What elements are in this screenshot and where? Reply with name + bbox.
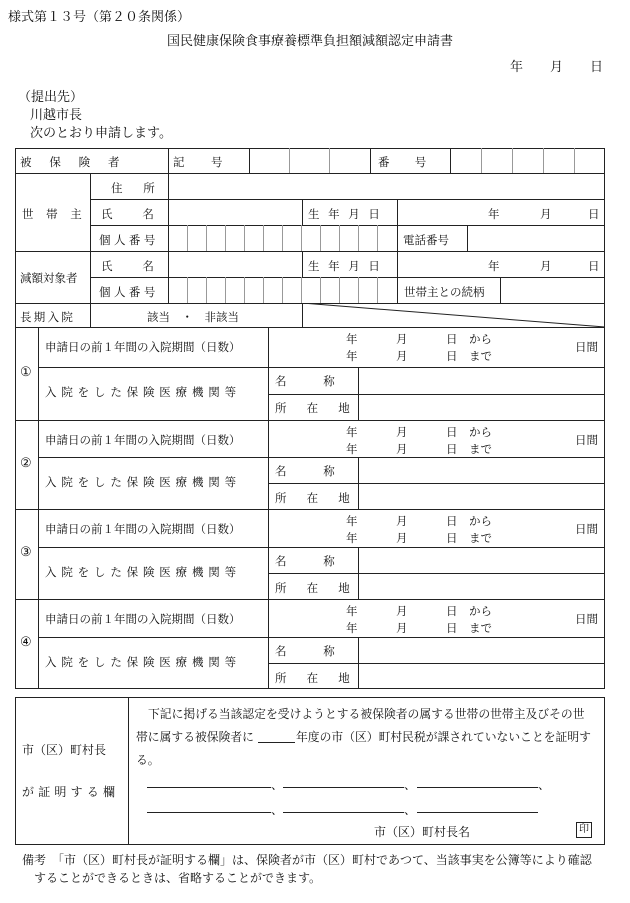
from-month: 月 <box>396 425 408 439</box>
form-title: 国民健康保険食事療養標準負担額減額認定申請書 <box>167 34 454 49</box>
institution-name-field[interactable] <box>359 458 604 483</box>
certification-text-2a: 帯に属する被保険者に <box>136 730 254 744</box>
fiscal-year-field[interactable] <box>258 742 295 743</box>
long-term-options[interactable]: 該当 ・ 非該当 <box>147 310 239 324</box>
notes-line-2: することができるときは、省略することができます。 <box>34 871 322 885</box>
from-day: 日 から <box>446 332 492 346</box>
phone-field[interactable] <box>468 226 604 250</box>
mayor-name-label: 市（区）町村長名 <box>374 825 471 839</box>
period-label: 申請日の前１年間の入院期間（日数） <box>45 612 241 626</box>
relation-field[interactable] <box>501 278 604 302</box>
target-birth-day: 日 <box>588 259 600 273</box>
certified-name-6[interactable] <box>417 812 538 813</box>
householder-birth-month: 月 <box>540 207 552 221</box>
householder-birth-day: 日 <box>588 207 600 221</box>
days-unit: 日間 <box>575 340 598 354</box>
period-field[interactable] <box>269 328 604 366</box>
institution-label: 入院をした保険医療機関等 <box>45 565 241 579</box>
householder-personal-number-field[interactable] <box>169 226 396 250</box>
recipient: 川越市長 <box>30 108 83 123</box>
from-year: 年 <box>346 514 358 528</box>
long-term-label: 長期入院 <box>20 310 76 324</box>
until-year: 年 <box>346 442 358 456</box>
insured-number-field[interactable] <box>451 149 604 172</box>
comma-5: 、 <box>404 803 417 817</box>
certification-label-2: が証明する欄 <box>22 785 120 799</box>
target-label: 減額対象者 <box>20 271 78 285</box>
householder-name-label: 氏名 <box>101 207 184 221</box>
until-day: 日 まで <box>446 621 492 635</box>
date-month-label: 月 <box>550 60 564 75</box>
period-field[interactable] <box>269 600 604 636</box>
institution-name-field[interactable] <box>359 368 604 393</box>
institution-location-field[interactable] <box>359 485 604 508</box>
comma-4: 、 <box>271 803 284 817</box>
target-name-field[interactable] <box>169 252 301 276</box>
insured-label: 被保険者 <box>20 155 138 169</box>
householder-label: 世帯主 <box>22 207 95 221</box>
until-day: 日 まで <box>446 531 492 545</box>
period-label: 申請日の前１年間の入院期間（日数） <box>45 340 241 354</box>
until-month: 月 <box>396 349 408 363</box>
from-year: 年 <box>346 604 358 618</box>
institution-name-label: 名称 <box>275 374 372 388</box>
relation-label: 世帯主との続柄 <box>404 285 485 299</box>
days-unit: 日間 <box>575 522 598 536</box>
hospital-block-number: ② <box>20 455 32 471</box>
diagonal-strike <box>302 303 605 327</box>
householder-name-field[interactable] <box>169 200 301 224</box>
period-field[interactable] <box>269 421 604 456</box>
until-month: 月 <box>396 531 408 545</box>
target-personal-number-field[interactable] <box>169 278 396 302</box>
certified-name-5[interactable] <box>283 812 404 813</box>
target-personal-number-label: 個人番号 <box>99 285 159 299</box>
comma-1: 、 <box>271 778 284 792</box>
institution-name-label: 名称 <box>275 644 372 658</box>
phone-label: 電話番号 <box>403 233 449 247</box>
seal-mark: 印 <box>576 822 592 838</box>
insured-symbol-field[interactable] <box>249 149 369 172</box>
institution-name-label: 名称 <box>275 554 372 568</box>
target-birth-year: 年 <box>488 259 500 273</box>
until-day: 日 まで <box>446 442 492 456</box>
hospital-block-number: ④ <box>20 635 32 650</box>
institution-location-label: 所在地 <box>275 491 370 505</box>
date-year-label: 年 <box>510 60 524 75</box>
householder-birth-year: 年 <box>488 207 500 221</box>
until-month: 月 <box>396 621 408 635</box>
certified-name-2[interactable] <box>283 787 404 788</box>
institution-location-label: 所在地 <box>275 401 370 415</box>
from-month: 月 <box>396 604 408 618</box>
notes-line-1: 備考 「市（区）町村長が証明する欄」は、保険者が市（区）町村であつて、当該事実を公簿等により確認 <box>22 853 592 867</box>
target-birthdate-label: 生年月日 <box>308 259 389 273</box>
householder-address-label: 住所 <box>111 181 176 195</box>
institution-location-label: 所在地 <box>275 581 370 595</box>
institution-label: 入院をした保険医療機関等 <box>45 475 241 489</box>
certification-text-2b: 年度の市（区）町村民税が課されていないことを証明す <box>296 730 591 744</box>
certification-text-1: 下記に掲げる当該認定を受けようとする被保険者の属する世帯の世帯主及びその世 <box>148 707 585 721</box>
certified-name-3[interactable] <box>417 787 538 788</box>
period-label: 申請日の前１年間の入院期間（日数） <box>45 433 241 447</box>
submit-to-label: （提出先） <box>18 90 84 105</box>
until-day: 日 まで <box>446 349 492 363</box>
from-year: 年 <box>346 332 358 346</box>
institution-location-label: 所在地 <box>275 671 370 685</box>
institution-name-field[interactable] <box>359 638 604 663</box>
from-day: 日 から <box>446 425 492 439</box>
hospital-block-number: ③ <box>20 545 32 560</box>
from-day: 日 から <box>446 604 492 618</box>
comma-2: 、 <box>404 778 417 792</box>
request-text: 次のとおり申請します。 <box>30 126 172 141</box>
institution-location-field[interactable] <box>359 575 604 598</box>
householder-birthdate-label: 生年月日 <box>308 207 389 221</box>
certification-text-3: る。 <box>136 753 160 767</box>
institution-location-field[interactable] <box>359 665 604 688</box>
target-birth-month: 月 <box>540 259 552 273</box>
until-year: 年 <box>346 621 358 635</box>
from-day: 日 から <box>446 514 492 528</box>
institution-label: 入院をした保険医療機関等 <box>45 655 241 669</box>
days-unit: 日間 <box>575 612 598 626</box>
certification-label-1: 市（区）町村長 <box>22 743 107 757</box>
target-name-label: 氏名 <box>101 259 184 273</box>
householder-address-field[interactable] <box>169 174 604 198</box>
certified-name-1[interactable] <box>147 787 271 788</box>
form-number: 様式第１３号（第２０条関係） <box>8 10 191 25</box>
hospital-block-number: ① <box>20 364 32 380</box>
period-field[interactable] <box>269 510 604 546</box>
date-day-label: 日 <box>590 60 604 75</box>
days-unit: 日間 <box>575 433 598 447</box>
certified-name-4[interactable] <box>147 812 271 813</box>
symbol-label: 記号 <box>173 155 249 169</box>
until-year: 年 <box>346 531 358 545</box>
institution-name-field[interactable] <box>359 548 604 573</box>
from-year: 年 <box>346 425 358 439</box>
institution-label: 入院をした保険医療機関等 <box>45 385 241 399</box>
from-month: 月 <box>396 332 408 346</box>
from-month: 月 <box>396 514 408 528</box>
until-month: 月 <box>396 442 408 456</box>
institution-name-label: 名称 <box>275 464 372 478</box>
comma-3: 、 <box>538 778 551 792</box>
period-label: 申請日の前１年間の入院期間（日数） <box>45 522 241 536</box>
number-label: 番号 <box>378 155 452 169</box>
householder-personal-number-label: 個人番号 <box>99 233 159 247</box>
institution-location-field[interactable] <box>359 395 604 419</box>
until-year: 年 <box>346 349 358 363</box>
